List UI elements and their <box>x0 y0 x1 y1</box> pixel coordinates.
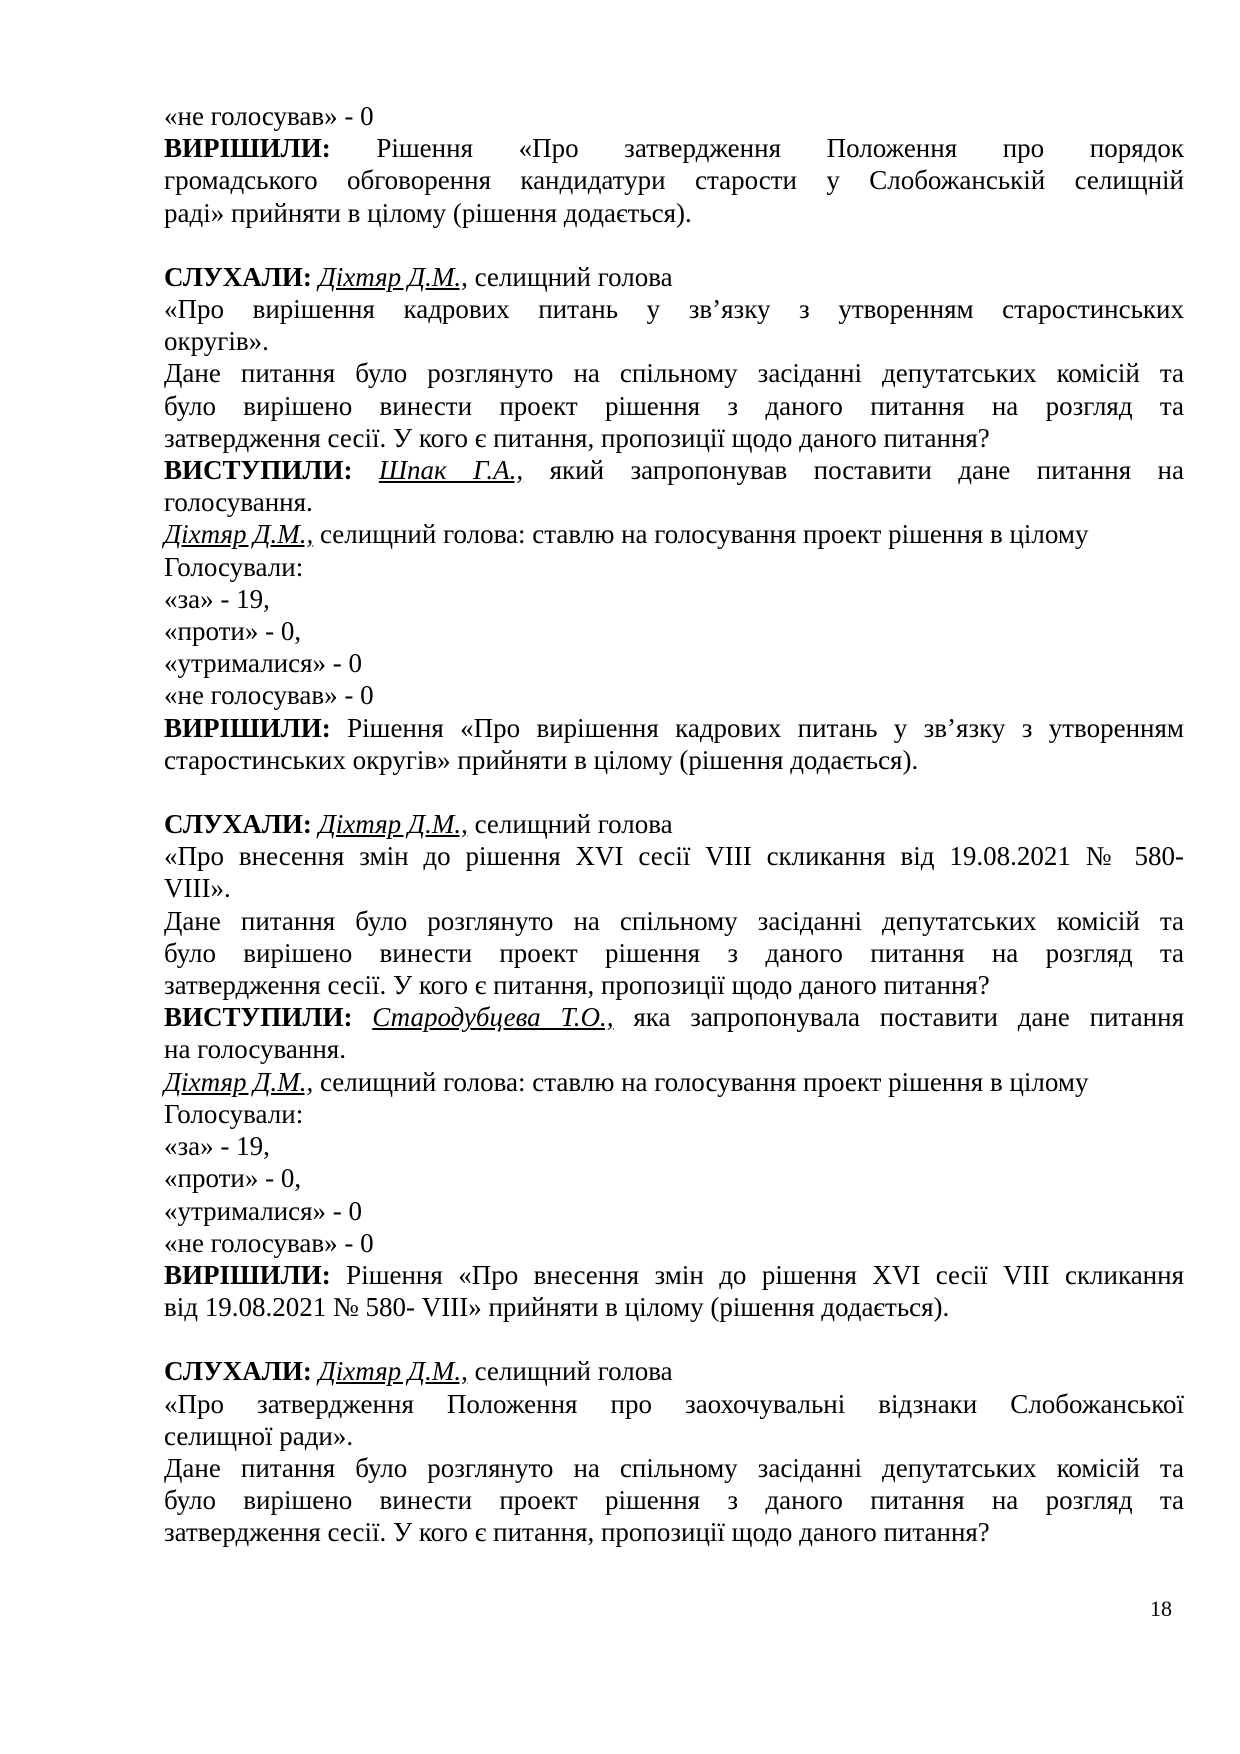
section-label: ВИРІШИЛИ: <box>164 712 331 743</box>
agenda-item <box>164 261 1184 776</box>
text-segment: «за» - 19, <box>164 583 270 614</box>
text-segment: затвердження сесії. У кого є питання, пропозиції щодо даного питання? <box>164 1517 990 1548</box>
text-segment: селищний голова <box>467 261 673 292</box>
section-label: ВИРІШИЛИ: <box>164 133 331 164</box>
text-line <box>164 164 1184 196</box>
text-line <box>164 1066 1184 1098</box>
text-line <box>164 100 1184 132</box>
person-name: Діхтяр Д.М., <box>164 1066 314 1097</box>
text-line <box>164 390 1184 422</box>
paragraph-gap <box>164 776 1184 808</box>
text-segment: було вирішено винести проект рішення з даного питання на розгляд та <box>164 390 1184 421</box>
agenda-item <box>164 100 1184 229</box>
text-segment: громадського обговорення кандидатури старости у Слобожанській селищній <box>164 165 1184 196</box>
text-line <box>164 132 1184 164</box>
text-line <box>164 1130 1184 1162</box>
text-line <box>164 1516 1184 1548</box>
text-segment: «не голосував» - 0 <box>164 680 374 711</box>
page-number: 18 <box>1150 1596 1172 1621</box>
document-body <box>164 100 1184 1549</box>
text-line <box>164 679 1184 711</box>
text-line <box>164 1001 1184 1033</box>
text-line <box>164 325 1184 357</box>
text-segment: селищний голова: ставлю на голосування проект рішення в цілому <box>313 1066 1089 1097</box>
text-segment <box>312 262 319 292</box>
text-segment: Дане питання було розглянуто на спільному засіданні депутатських комісій та <box>164 358 1184 389</box>
text-segment: округів». <box>164 326 269 357</box>
person-name: Діхтяр Д.М., <box>318 809 468 840</box>
text-segment: VIII». <box>164 873 231 904</box>
text-line <box>164 1484 1184 1516</box>
text-line <box>164 518 1184 550</box>
text-segment: селищний голова: ставлю на голосування проект рішення в цілому <box>313 519 1089 550</box>
section-label: ВИСТУПИЛИ: <box>164 1002 353 1033</box>
text-line <box>164 1355 1184 1387</box>
text-segment: «проти» - 0, <box>164 616 302 647</box>
text-line <box>164 969 1184 1001</box>
text-segment: раді» прийняти в цілому (рішення додається). <box>164 197 692 228</box>
text-line <box>164 647 1184 679</box>
text-line <box>164 261 1184 293</box>
text-line <box>164 422 1184 454</box>
text-line <box>164 551 1184 583</box>
text-segment: на голосування. <box>164 1034 346 1065</box>
text-segment: «утрималися» - 0 <box>164 648 363 679</box>
person-name: Діхтяр Д.М., <box>318 1356 468 1387</box>
text-line <box>164 583 1184 615</box>
text-segment: від 19.08.2021 № 580- VIII» прийняти в цілому (рішення додається). <box>164 1292 950 1323</box>
text-line <box>164 1452 1184 1484</box>
text-line <box>164 872 1184 904</box>
text-segment: «за» - 19, <box>164 1131 270 1162</box>
section-label: ВИРІШИЛИ: <box>164 1259 331 1290</box>
agenda-item <box>164 808 1184 1323</box>
text-segment: Дане питання було розглянуто на спільному засіданні депутатських комісій та <box>164 905 1184 936</box>
text-segment: селищної ради». <box>164 1420 354 1451</box>
text-line <box>164 808 1184 840</box>
text-segment: «не голосував» - 0 <box>164 101 374 131</box>
text-segment <box>312 809 319 839</box>
text-line <box>164 1388 1184 1420</box>
text-line <box>164 357 1184 389</box>
text-line <box>164 1259 1184 1291</box>
text-segment <box>352 1002 372 1032</box>
text-segment: голосування. <box>164 487 313 518</box>
text-line <box>164 1033 1184 1065</box>
person-name: Стародубцева Т.О., <box>372 1002 614 1033</box>
text-segment: селищний голова <box>467 1356 673 1387</box>
text-segment: було вирішено винести проект рішення з даного питання на розгляд та <box>164 1485 1184 1516</box>
section-label: СЛУХАЛИ: <box>164 1356 312 1387</box>
text-line <box>164 1420 1184 1452</box>
text-segment: «Про вирішення кадрових питань у зв’язку з утворенням старостинських <box>164 294 1184 325</box>
text-line <box>164 712 1184 744</box>
person-name: Шпак Г.А., <box>378 455 524 486</box>
text-segment: затвердження сесії. У кого є питання, пропозиції щодо даного питання? <box>164 422 990 453</box>
section-label: СЛУХАЛИ: <box>164 809 312 840</box>
text-segment: затвердження сесії. У кого є питання, пропозиції щодо даного питання? <box>164 970 990 1001</box>
text-segment: старостинських округів» прийняти в цілому (рішення додається). <box>164 744 919 775</box>
text-segment <box>312 1356 319 1386</box>
text-segment: селищний голова <box>467 809 673 840</box>
text-segment: було вирішено винести проект рішення з даного питання на розгляд та <box>164 937 1184 968</box>
text-line <box>164 197 1184 229</box>
text-line <box>164 1162 1184 1194</box>
person-name: Діхтяр Д.М., <box>164 519 314 550</box>
paragraph-gap <box>164 229 1184 261</box>
text-segment: Дане питання було розглянуто на спільному засіданні депутатських комісій та <box>164 1452 1184 1483</box>
text-segment: «не голосував» - 0 <box>164 1227 374 1258</box>
text-segment: «Про затвердження Положення про заохочувальні відзнаки Слобожанської <box>164 1388 1184 1419</box>
text-line <box>164 905 1184 937</box>
text-segment: Рішення «Про вирішення кадрових питань у зв’язку з утворенням <box>330 712 1184 743</box>
text-segment: який запропонував поставити дане питання на <box>523 455 1184 486</box>
agenda-item <box>164 1355 1184 1548</box>
text-line <box>164 1098 1184 1130</box>
text-line <box>164 486 1184 518</box>
text-line <box>164 615 1184 647</box>
text-segment: яка запропонувала поставити дане питання <box>613 1002 1184 1033</box>
text-line <box>164 293 1184 325</box>
section-label: ВИСТУПИЛИ: <box>164 455 353 486</box>
person-name: Діхтяр Д.М., <box>318 261 468 292</box>
text-segment: Рішення «Про внесення змін до рішення XVI сесії VIII скликання <box>330 1259 1184 1290</box>
text-segment: «утрималися» - 0 <box>164 1195 363 1226</box>
text-segment <box>352 455 378 485</box>
text-line <box>164 744 1184 776</box>
paragraph-gap <box>164 1323 1184 1355</box>
text-line <box>164 1291 1184 1323</box>
text-line <box>164 840 1184 872</box>
text-line <box>164 454 1184 486</box>
text-segment: «проти» - 0, <box>164 1163 302 1194</box>
text-segment: Рішення «Про затвердження Положення про порядок <box>330 133 1184 164</box>
text-line <box>164 1195 1184 1227</box>
text-line <box>164 937 1184 969</box>
section-label: СЛУХАЛИ: <box>164 261 312 292</box>
text-segment: «Про внесення змін до рішення XVI сесії VIII скликання від 19.08.2021 № 580- <box>164 841 1184 872</box>
text-segment: Голосували: <box>164 551 304 582</box>
text-segment: Голосували: <box>164 1098 304 1129</box>
text-line <box>164 1227 1184 1259</box>
